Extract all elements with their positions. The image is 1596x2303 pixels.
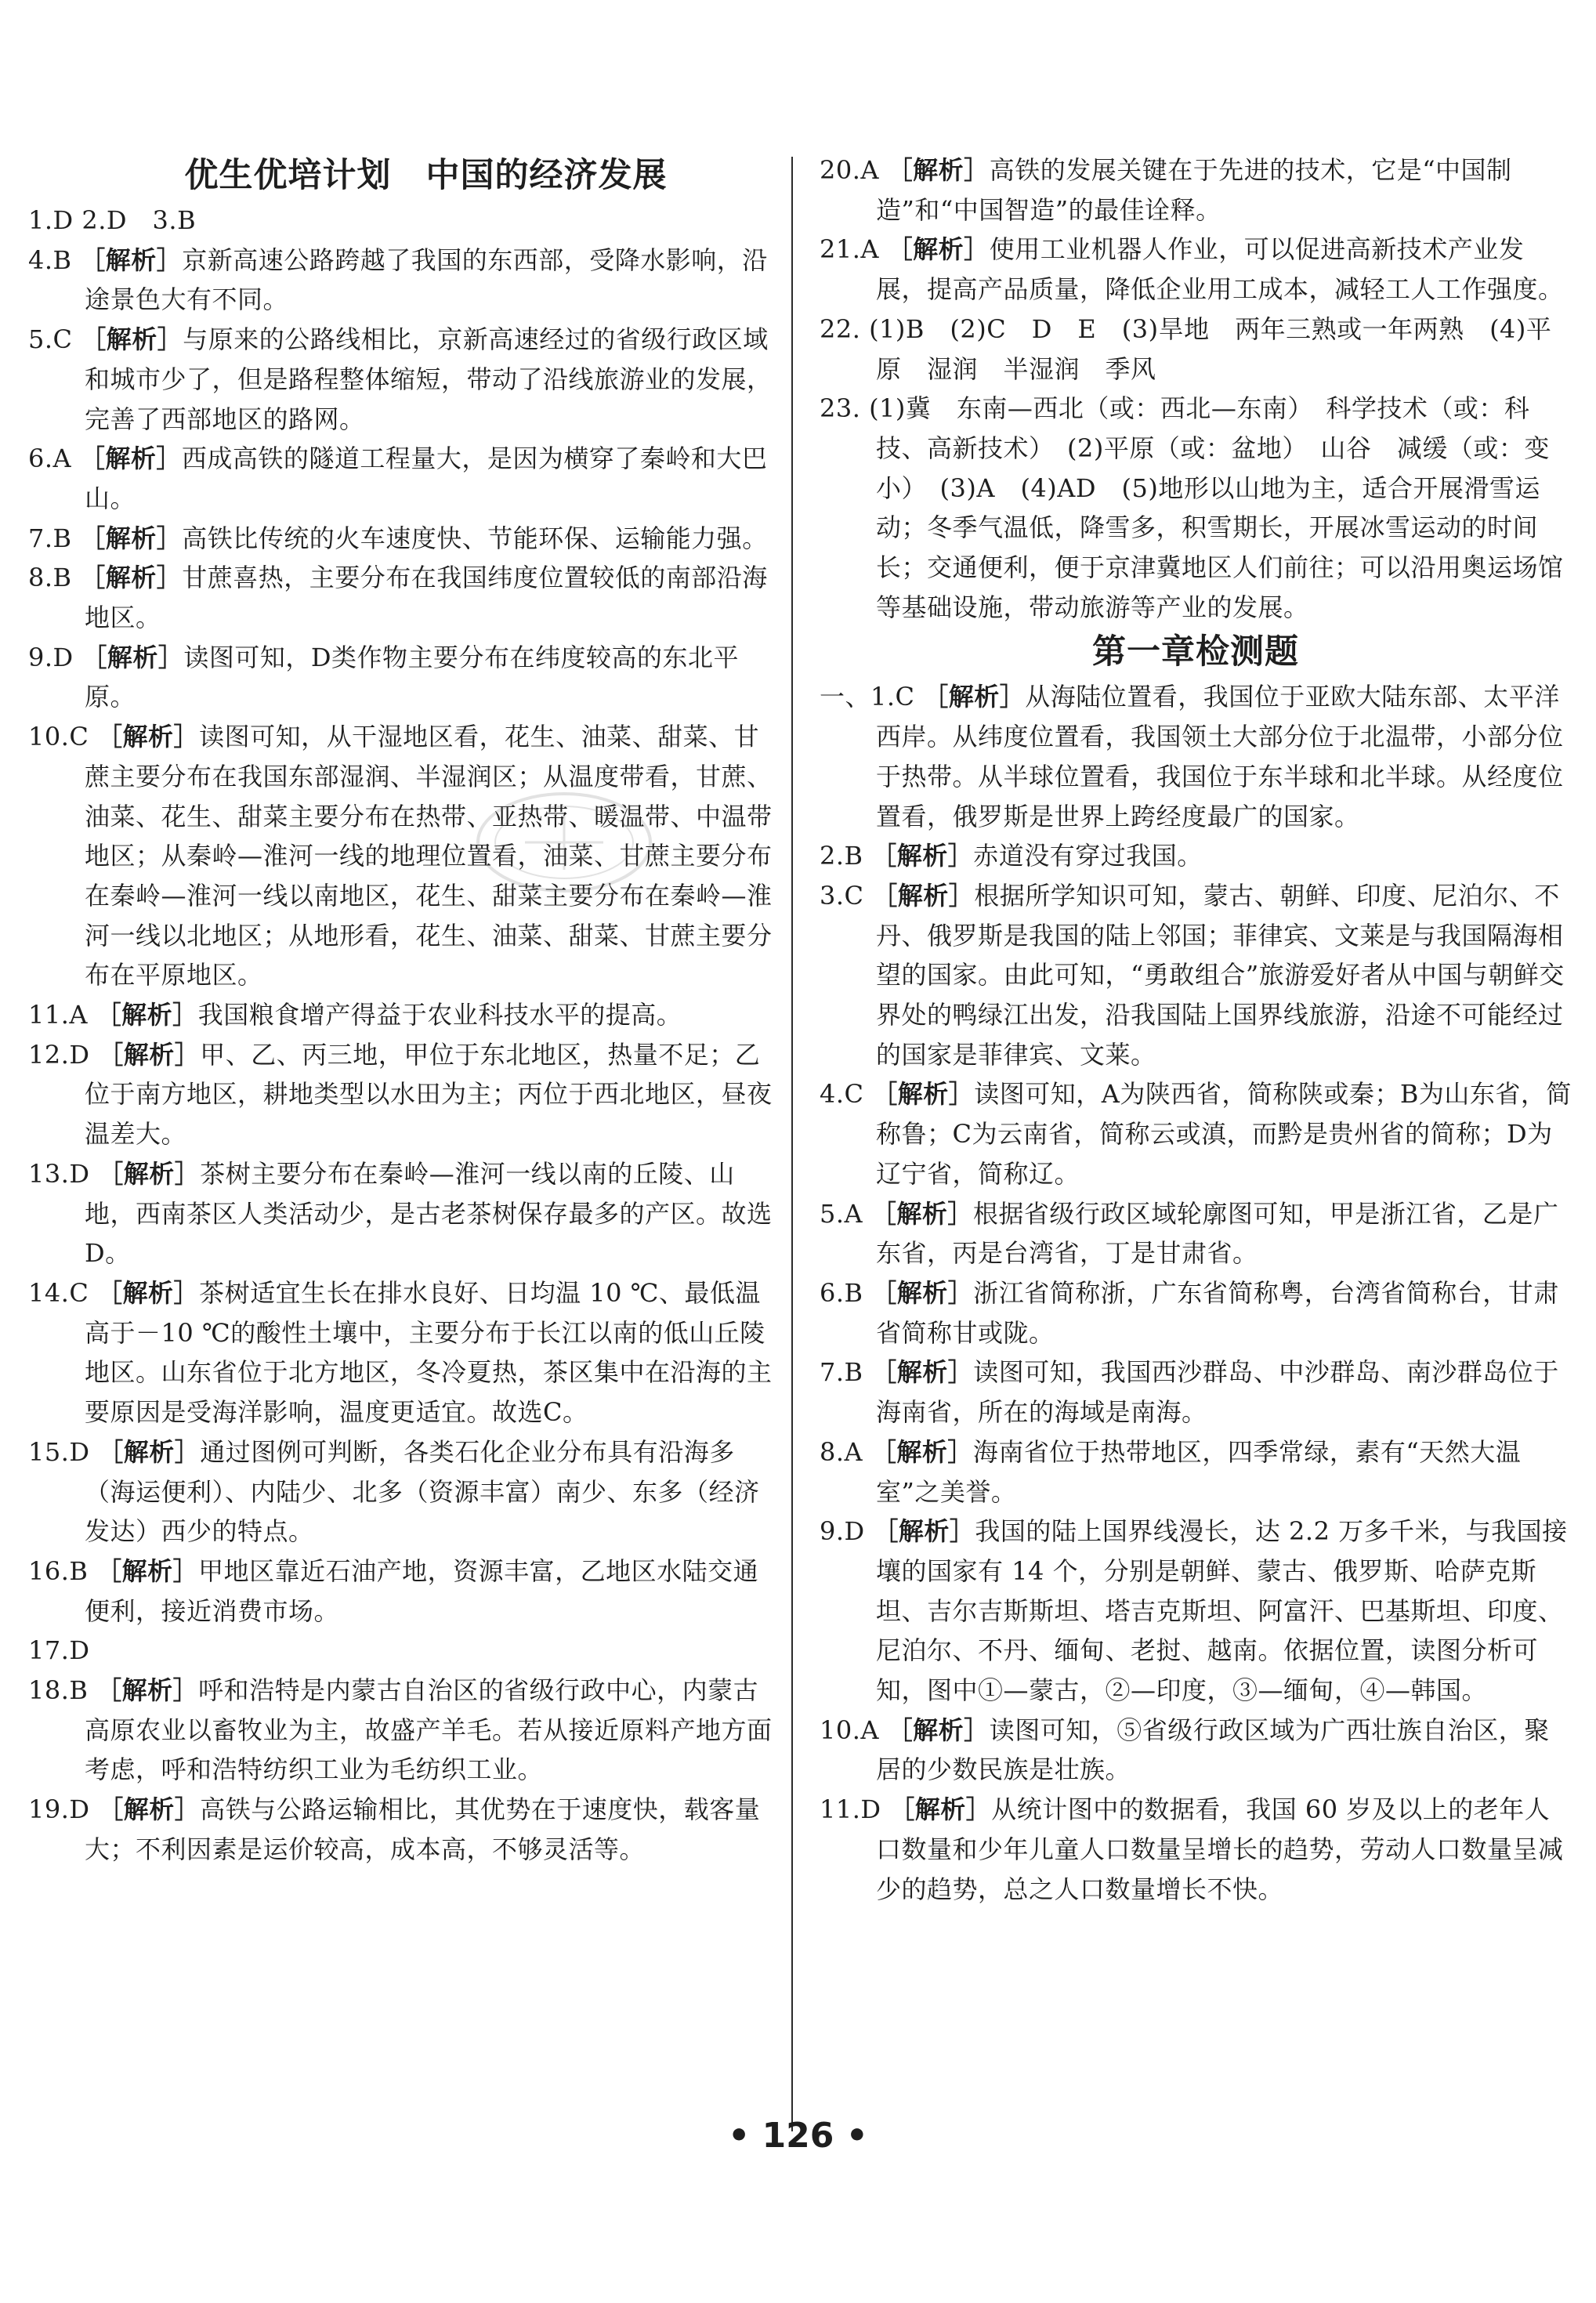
answer-text: 2.D 3.B	[81, 205, 197, 235]
analysis-tag: ［解析］	[872, 880, 975, 911]
answer-item	[820, 677, 1572, 836]
answer-text: 赤道没有穿过我国。	[973, 841, 1203, 871]
answer-item	[820, 230, 1572, 309]
answer-text: 浙江省简称浙，广东省简称粤，台湾省简称台，甘肃省简称甘或陇。	[876, 1277, 1559, 1348]
section-title-economy: 优生优培计划 中国的经济发展	[184, 156, 668, 195]
answer-item	[28, 519, 776, 559]
answer-item	[820, 150, 1572, 230]
analysis-tag: ［解析］	[97, 722, 200, 752]
analysis-tag: ［解析］	[97, 1277, 200, 1308]
answer-text: 通过图例可判断，各类石化企业分布具有沿海多（海运便利）、内陆少、北多（资源丰富）南少、东多（经济发达）西少的特点。	[85, 1436, 760, 1547]
answer-item	[28, 1552, 776, 1631]
answer-text: 甘蔗喜热，主要分布在我国纬度位置较低的南部沿海地区。	[85, 563, 768, 633]
answer-text: 海南省位于热带地区，四季常绿，素有“天然大温室”之美誉。	[876, 1436, 1522, 1507]
answer-item	[820, 1432, 1572, 1512]
answer-number: 6.A	[28, 444, 72, 474]
left-answer-list	[28, 201, 776, 1870]
answer-number: 5.A	[820, 1198, 863, 1229]
answer-item	[28, 1154, 776, 1273]
answer-number: 8.B	[28, 563, 72, 593]
analysis-tag: ［解析］	[98, 1158, 201, 1189]
answer-number: 21.A	[820, 234, 879, 265]
analysis-tag: ［解析］	[872, 1079, 975, 1110]
answer-number: 5.C	[28, 324, 73, 355]
answer-number: 18.B	[28, 1675, 89, 1706]
answer-text: 高铁比传统的火车速度快、节能环保、运输能力强。	[182, 523, 768, 553]
answer-number: 10.C	[28, 722, 89, 752]
answer-number: 11.A	[28, 1000, 88, 1030]
analysis-tag: ［解析］	[80, 563, 183, 593]
answer-text: 茶树主要分布在秦岭—淮河一线以南的丘陵、山地，西南茶区人类活动少，是古老茶树保存最多的产区。故选D。	[85, 1158, 773, 1269]
analysis-tag: ［解析］	[870, 1436, 973, 1467]
analysis-tag: ［解析］	[79, 444, 182, 474]
answer-number: 3.C	[820, 880, 864, 911]
answer-item	[28, 1432, 776, 1552]
answer-text: (1)B (2)C D E (3)旱地 两年三熟或一年两熟 (4)平原 湿润 半湿润 季风	[869, 313, 1552, 384]
answer-number: 19.D	[28, 1794, 90, 1825]
analysis-tag: ［解析］	[870, 1198, 973, 1229]
right-column	[820, 150, 1572, 1909]
answer-text: 读图可知，A为陕西省，简称陕或秦；B为山东省，简称鲁；C为云南省，简称云或滇，而黔是贵州省的简称；D为辽宁省，简称辽。	[876, 1079, 1572, 1189]
answer-item	[28, 1273, 776, 1432]
analysis-tag: ［解析］	[80, 244, 183, 275]
section-title-chapter-test: 第一章检测题	[1092, 632, 1299, 672]
answer-text: 读图可知，⑤省级行政区域为广西壮族自治区，聚居的少数民族是壮族。	[876, 1715, 1550, 1785]
answer-item	[820, 310, 1572, 389]
analysis-tag: ［解析］	[871, 1277, 974, 1308]
left-column	[28, 150, 776, 1870]
answer-text: 使用工业机器人作业，可以促进高新技术产业发展，提高产品质量，降低企业用工成本，减轻工人工作强度。	[876, 234, 1564, 305]
answer-text: 与原来的公路线相比，京新高速经过的省级行政区域和城市少了，但是路程整体缩短，带动了沿线旅游业的发展，完善了西部地区的路网。	[85, 324, 773, 434]
analysis-tag: ［解析］	[889, 1794, 992, 1825]
answer-item	[28, 717, 776, 995]
answer-number: 7.B	[28, 523, 72, 553]
answer-number: 11.D	[820, 1794, 881, 1825]
analysis-tag: ［解析］	[887, 155, 990, 185]
answer-item	[820, 1273, 1572, 1352]
answer-number: 8.A	[820, 1436, 863, 1467]
answer-item	[820, 836, 1572, 876]
answer-number: 1.D	[28, 205, 74, 235]
answer-number: 16.B	[28, 1555, 89, 1586]
answer-text: 我国粮食增产得益于农业科技水平的提高。	[197, 1000, 682, 1030]
analysis-tag: ［解析］	[887, 234, 990, 265]
answer-number: 10.A	[820, 1715, 879, 1745]
answer-item	[820, 1352, 1572, 1432]
answer-item	[28, 995, 776, 1035]
analysis-tag: ［解析］	[96, 1675, 199, 1706]
analysis-tag: ［解析］	[98, 1436, 201, 1467]
analysis-tag: ［解析］	[871, 1357, 974, 1388]
answer-item	[28, 1035, 776, 1154]
answer-number: 13.D	[28, 1158, 90, 1189]
analysis-tag: ［解析］	[81, 642, 184, 672]
answer-item	[28, 1631, 776, 1671]
answer-item	[28, 320, 776, 439]
answer-item	[28, 439, 776, 518]
answer-text: 根据省级行政区域轮廓图可知，甲是浙江省，乙是广东省，丙是台湾省，丁是甘肃省。	[876, 1198, 1559, 1269]
analysis-tag: ［解析］	[96, 1555, 199, 1586]
answer-number: 6.B	[820, 1277, 863, 1308]
answer-number: 4.B	[28, 244, 72, 275]
analysis-tag: ［解析］	[98, 1794, 201, 1825]
answer-item	[28, 558, 776, 637]
analysis-tag: ［解析］	[887, 1715, 990, 1745]
analysis-tag: ［解析］	[80, 523, 183, 553]
answer-number: 14.C	[28, 1277, 89, 1308]
answer-number: 4.C	[820, 1079, 864, 1110]
answer-number: 20.A	[820, 155, 879, 185]
answer-item	[820, 1512, 1572, 1711]
answer-number: 9.D	[28, 642, 74, 672]
analysis-tag: ［解析］	[873, 1516, 975, 1547]
answer-item	[28, 1671, 776, 1790]
answer-item	[28, 241, 776, 320]
column-divider	[791, 157, 793, 2131]
answer-number: 9.D	[820, 1516, 865, 1547]
answer-item	[820, 389, 1572, 627]
answer-item	[820, 876, 1572, 1075]
analysis-tag: ［解析］	[81, 324, 183, 355]
answer-number: 12.D	[28, 1039, 90, 1070]
answer-number: 22.	[820, 313, 861, 344]
analysis-tag: ［解析］	[871, 841, 974, 871]
answer-number: 一、1.C	[820, 682, 915, 712]
answer-text: 读图可知，我国西沙群岛、中沙群岛、南沙群岛位于海南省，所在的海域是南海。	[876, 1357, 1559, 1428]
answer-text: 甲地区靠近石油产地，资源丰富，乙地区水陆交通便利，接近消费市场。	[85, 1555, 759, 1626]
answer-number: 7.B	[820, 1357, 863, 1388]
answer-text: 读图可知，从干湿地区看，花生、油菜、甜菜、甘蔗主要分布在我国东部湿润、半湿润区；从温度带看，甘蔗、油菜、花生、甜菜主要分布在热带、亚热带、暖温带、中温带地区；从秦岭—淮河一线的地理位置看，油菜、甘蔗主要分布在秦岭—淮河一线以南地区，花生、甜菜主要分布在秦岭—淮河一线以北地区；从地形看，花生、油菜、甜菜、甘蔗主要分布在平原地区。	[85, 722, 773, 990]
answer-text: 西成高铁的隧道工程量大，是因为横穿了秦岭和大巴山。	[85, 444, 768, 513]
answer-item	[28, 1790, 776, 1869]
answer-text: 甲、乙、丙三地，甲位于东北地区，热量不足；乙位于南方地区，耕地类型以水田为主；丙位于西北地区，昼夜温差大。	[85, 1039, 773, 1150]
answer-item	[820, 1194, 1572, 1273]
answer-text: 呼和浩特是内蒙古自治区的省级行政中心，内蒙古高原农业以畜牧业为主，故盛产羊毛。若从接近原料产地方面考虑，呼和浩特纺织工业为毛纺织工业。	[85, 1675, 773, 1785]
answer-text: 从统计图中的数据看，我国 60 岁及以上的老年人口数量和少年儿童人口数量呈增长的趋势，劳动人口数量呈减少的趋势，总之人口数量增长不快。	[876, 1794, 1564, 1904]
answer-text: 茶树适宜生长在排水良好、日均温 10 ℃、最低温高于－10 ℃的酸性土壤中，主要分布于长江以南的低山丘陵地区。山东省位于北方地区，冬冷夏热，茶区集中在沿海的主要原因是受海洋影响，温度更适宜。故选C。	[85, 1277, 773, 1428]
answer-item	[820, 1711, 1572, 1790]
answer-text: (1)冀 东南—西北（或：西北—东南） 科学技术（或：科技、高新技术） (2)平原（或：盆地） 山谷 减缓（或：变小） (3)A (4)AD (5)地形以山地为主，适合开展滑雪运动；冬季气温低，降雪多，积雪期长，开展冰雪运动的时间长；交通便利，便于京津冀地区人们前往；可以沿用奥运场馆等基础设施，带动旅游等产业的发展。	[869, 393, 1564, 622]
answer-item	[28, 201, 776, 241]
answer-number: 15.D	[28, 1436, 90, 1467]
analysis-tag: ［解析］	[98, 1039, 201, 1070]
answer-text: 高铁的发展关键在于先进的技术，它是“中国制造”和“中国智造”的最佳诠释。	[876, 155, 1512, 225]
page-number: • 126 •	[728, 2116, 868, 2156]
answer-text: 从海陆位置看，我国位于亚欧大陆东部、太平洋西岸。从纬度位置看，我国领土大部分位于北温带，小部分位于热带。从半球位置看，我国位于东半球和北半球。从经度位置看，俄罗斯是世界上跨经度最广的国家。	[876, 682, 1564, 831]
answer-text: 京新高速公路跨越了我国的东西部，受降水影响，沿途景色大有不同。	[85, 244, 768, 315]
right-answer-list-top	[820, 150, 1572, 627]
answer-number: 17.D	[28, 1635, 90, 1666]
analysis-tag: ［解析］	[923, 682, 1026, 712]
right-answer-list-bottom	[820, 677, 1572, 1909]
answer-text: 读图可知，D类作物主要分布在纬度较高的东北平原。	[85, 642, 740, 712]
answer-number: 2.B	[820, 841, 863, 871]
answer-item	[820, 1790, 1572, 1909]
answer-text: 根据所学知识可知，蒙古、朝鲜、印度、尼泊尔、不丹、俄罗斯是我国的陆上邻国；菲律宾、文莱是与我国隔海相望的国家。由此可知，“勇敢组合”旅游爱好者从中国与朝鲜交界处的鸭绿江出发，沿我国陆上国界线旅游，沿途不可能经过的国家是菲律宾、文莱。	[876, 880, 1565, 1070]
answer-text: 我国的陆上国界线漫长，达 2.2 万多千米，与我国接壤的国家有 14 个，分别是朝鲜、蒙古、俄罗斯、哈萨克斯坦、吉尔吉斯斯坦、塔吉克斯坦、阿富汗、巴基斯坦、印度、尼泊尔、不丹、缅甸、老挝、越南。依据位置，读图分析可知，图中①—蒙古，②—印度，③—缅甸，④—韩国。	[876, 1516, 1568, 1706]
analysis-tag: ［解析］	[96, 1000, 198, 1030]
answer-number: 23.	[820, 393, 861, 424]
answer-item	[28, 638, 776, 717]
answer-item	[820, 1074, 1572, 1193]
answer-text: 高铁与公路运输相比，其优势在于速度快，载客量大；不利因素是运价较高，成本高，不够灵活等。	[85, 1794, 761, 1864]
